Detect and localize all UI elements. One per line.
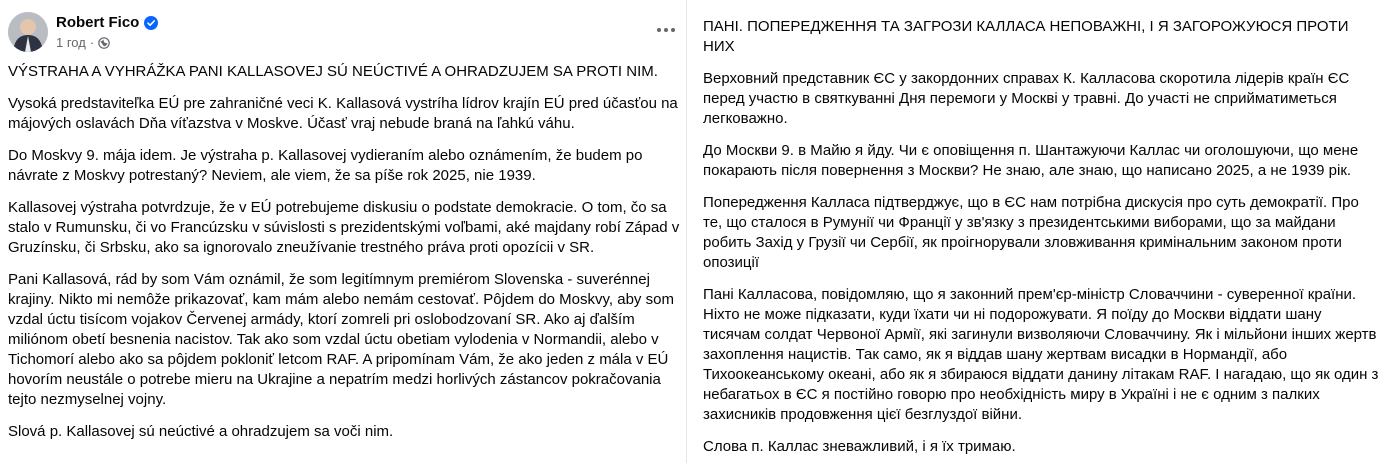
globe-icon [98,37,110,49]
post-paragraph: Vysoká predstaviteľka EÚ pre zahraničné veci K. Kallasová vystríha lídrov krajín EÚ pred účasťou na májových oslavách Dňa víťazstva v Moskve. Účasť vraj nebude braná na ľahkú váhu. [8,95,678,132]
author-name[interactable]: Robert Fico [56,14,140,31]
panel-divider [686,0,687,463]
translation-paragraph: Попередження Калласа підтверджує, що в ЄС нам потрібна дискусія про суть демократії. Про те, що сталося в Румунії чи Франції у зв'язку з президентськими виборами, що за майдани робить Захід у Грузії чи Сербії, як проігнорували зловживання кримінальним законом проти опозиції [703,194,1359,271]
avatar-image [8,12,48,52]
translation-paragraph: ПАНІ. ПОПЕРЕДЖЕННЯ ТА ЗАГРОЗИ КАЛЛАСА НЕПОВАЖНІ, І Я ЗАГОРОЖУЮСЯ ПРОТИ НИХ [703,18,1349,55]
author-row [56,14,158,31]
more-dot [664,28,668,32]
translation-paragraph: Слова п. Каллас зневажливий, і я їх тримаю. [703,438,1016,455]
translation-body [703,17,1379,463]
post-paragraph: Kallasovej výstraha potvrdzuje, že v EÚ potrebujeme diskusiu o podstate demokracie. O tom, čo sa stalo v Rumunsku, či vo Francúzsku v súvislosti s prezidentskými voľbami, aké majdany robí Západ v Gruzínsku, či Srbsku, ako sa ignorovalo zneužívanie trestného práva proti opozícii v SR. [8,199,680,256]
post-meta [56,35,110,50]
translation-paragraph: Пані Калласова, повідомляю, що я законний прем'єр-міністр Словаччини - суверенної країни. Ніхто не може підказати, куди їхати чи ні подорожувати. Я поїду до Москви віддати шану тисячам солдат Червоної Армії, які загинули визволяючи Словаччину. Як і мільйони інших жертв захоплення нацистів. Так само, як я віддав шану жертвам висадки в Нормандії, або Тихоокеанському океані, або як я збираюся віддати данину літакам RAF. І нагадаю, що як один з небагатьох в ЄС я постійно говорю про необхідність миру в Україні і не є одним з палких захисників продовження цієї безглуздої війни. [703,286,1379,423]
post-header [8,10,688,54]
verified-badge-icon [144,16,158,30]
post-body [8,62,680,454]
post-paragraph: Do Moskvy 9. mája idem. Je výstraha p. Kallasovej vydieraním alebo oznámením, že budem po návrate z Moskvy potrestaný? Neviem, ale viem, že sa píše rok 2025, nie 1939. [8,147,643,184]
avatar[interactable] [8,12,48,52]
more-dot [657,28,661,32]
more-dot [671,28,675,32]
translation-paragraph: До Москви 9. в Майю я йду. Чи є оповіщення п. Шантажуючи Каллас чи оголошуючи, що мене покарають після повернення з Москви? Не знаю, але знаю, що написано 2025, а не 1939 рік. [703,142,1359,179]
meta-separator: · [89,35,95,50]
more-options-icon[interactable] [654,18,678,42]
post-paragraph: VÝSTRAHA A VYHRÁŽKA PANI KALLASOVEJ SÚ NEÚCTIVÉ A OHRADZUJEM SA PROTI NIM. [8,63,658,80]
translation-paragraph: Верховний представник ЄС у закордонних справах К. Калласова скоротила лідерів країн ЄС перед участю в святкуванні Дня перемоги у Москві у травні. До участі не сприйматиметься легковажно. [703,70,1350,127]
post-paragraph: Slová p. Kallasovej sú neúctivé a ohradzujem sa voči nim. [8,423,394,440]
post-timestamp[interactable]: 1 год [56,35,86,50]
translation-panel [703,0,1383,463]
post-paragraph: Pani Kallasová, rád by som Vám oznámil, že som legitímnym premiérom Slovenska - suverénnej krajiny. Nikto mi nemôže prikazovať, kam mám alebo nemám cestovať. Pôjdem do Moskvy, aby som vzdal úctu tisícom vojakov Červenej armády, ktorí zomreli pri oslobodzovaní SR. Ako aj ďalším miliónom obetí besnenia nacistov. Tak ako som vzdal úctu obetiam vylodenia v Normandii, alebo v Tichomorí alebo ako sa pôjdem pokloniť letcom RAF. A pripomínam Vám, že ako jeden z mála v EÚ hovorím neustále o potrebe mieru na Ukrajine a nepatrím medzi horlivých zástancov pokračovania tejto nezmyselnej vojny. [8,271,674,408]
original-post-panel [0,0,690,463]
